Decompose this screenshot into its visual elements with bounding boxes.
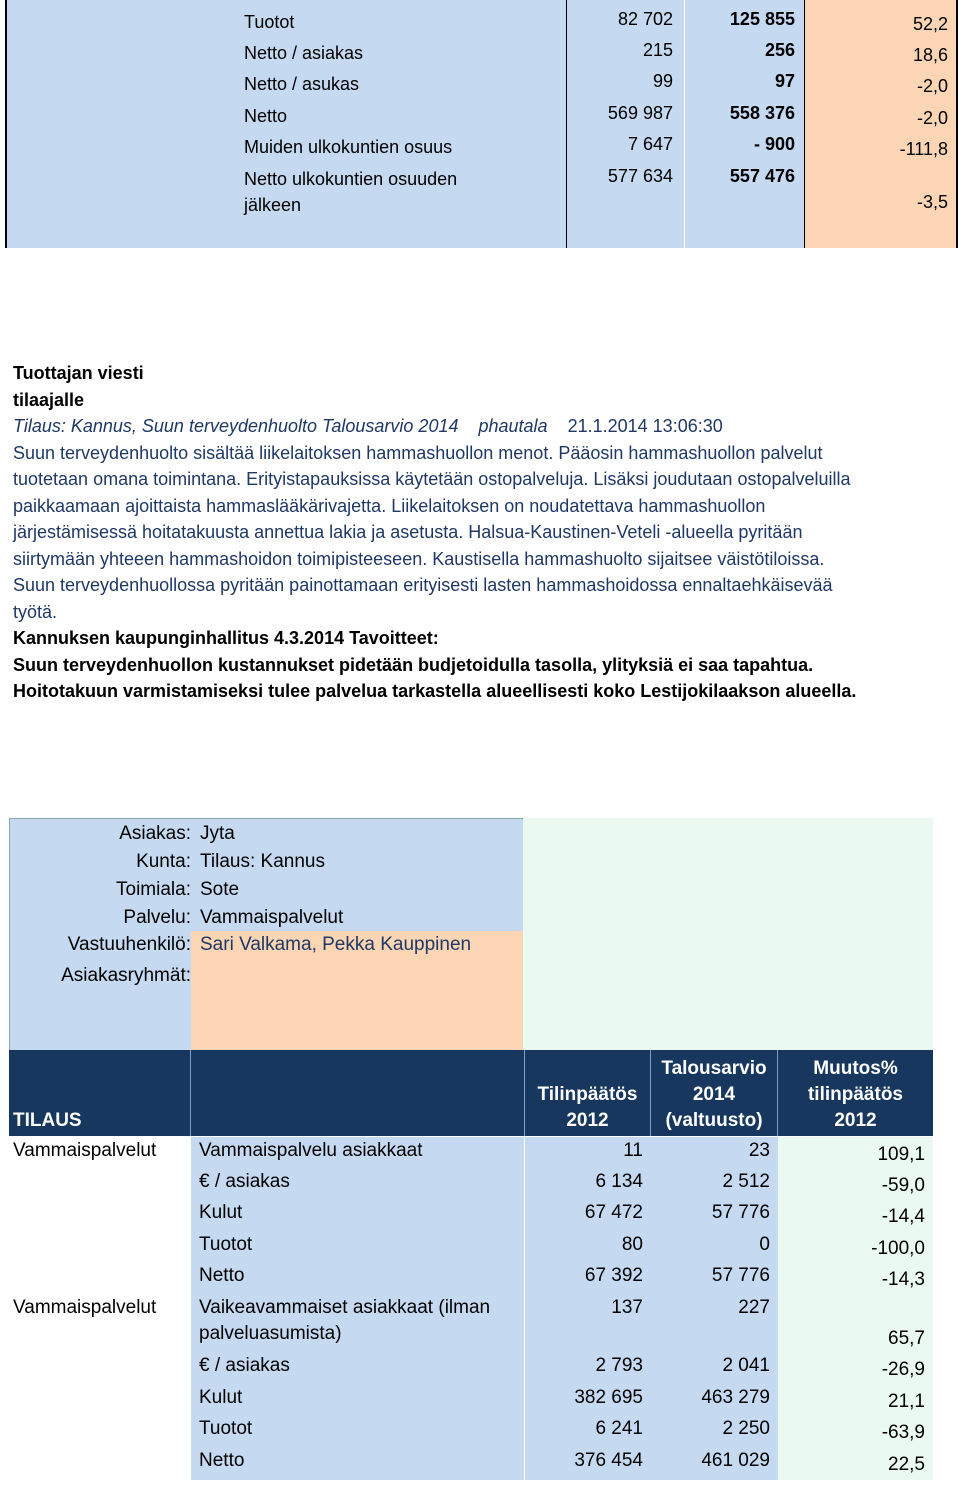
message-order-line bbox=[13, 413, 953, 440]
header-change-a: Muutos% bbox=[813, 1058, 898, 1079]
row-2014: 227 bbox=[738, 1297, 770, 1318]
summary-row-2012: 82 702 bbox=[617, 9, 673, 29]
row-label: Tuotot bbox=[199, 1418, 253, 1439]
row-change: 21,1 bbox=[888, 1391, 925, 1412]
order-table-header bbox=[9, 1050, 933, 1136]
customer-label: Asiakas: bbox=[119, 823, 191, 844]
row-change: -59,0 bbox=[881, 1175, 925, 1196]
row-2012: 382 695 bbox=[574, 1387, 643, 1408]
summary-row-change: 52,2 bbox=[912, 14, 948, 34]
row-change: -14,4 bbox=[881, 1206, 925, 1227]
header-change-b: tilinpäätös bbox=[807, 1084, 903, 1105]
header-change-c: 2012 bbox=[834, 1110, 877, 1131]
message-heading: Tuottajan viesti bbox=[13, 363, 144, 383]
goal-item: Suun terveydenhuollon kustannukset pidetään budjetoidulla tasolla, ylityksiä ei saa tapahtua. bbox=[13, 654, 814, 675]
message-heading-cont: tilaajalle bbox=[13, 389, 85, 410]
summary-row-change: -111,8 bbox=[899, 139, 948, 159]
table-row bbox=[9, 1137, 933, 1168]
row-2012: 137 bbox=[611, 1297, 643, 1318]
row-change: -63,9 bbox=[881, 1422, 925, 1443]
municipality-label: Kunta: bbox=[136, 851, 191, 872]
header-2012-b: 2012 bbox=[566, 1110, 609, 1131]
summary-row-2014: - 900 bbox=[753, 134, 795, 154]
table-row bbox=[9, 1384, 933, 1415]
summary-row-2012: 577 634 bbox=[607, 166, 673, 186]
table-row bbox=[9, 1415, 933, 1447]
header-2014-a: Talousarvio bbox=[661, 1058, 767, 1079]
header-2014-c: (valtuusto) bbox=[665, 1110, 763, 1131]
responsible-label: Vastuuhenkilö: bbox=[67, 934, 191, 955]
municipality-value: Tilaus: Kannus bbox=[200, 851, 325, 872]
sector-label: Toimiala: bbox=[116, 879, 191, 900]
row-change: 109,1 bbox=[877, 1144, 925, 1165]
summary-row-2014: 256 bbox=[764, 40, 795, 60]
summary-row-change: -2,0 bbox=[916, 108, 948, 128]
row-2012: 6 134 bbox=[595, 1171, 643, 1192]
service-label: Palvelu: bbox=[123, 907, 191, 928]
row-label-cont: palveluasumista) bbox=[199, 1323, 342, 1344]
service-value: Vammaispalvelut bbox=[200, 907, 344, 928]
row-2012: 2 793 bbox=[595, 1355, 643, 1376]
row-label: Kulut bbox=[199, 1202, 243, 1223]
row-label: Tuotot bbox=[199, 1234, 253, 1255]
summary-row-2014: 97 bbox=[774, 71, 795, 91]
row-2012: 6 241 bbox=[595, 1418, 643, 1439]
row-change: 22,5 bbox=[888, 1454, 925, 1475]
summary-table bbox=[0, 0, 960, 248]
summary-row-2014: 557 476 bbox=[729, 166, 795, 186]
goals-heading: Kannuksen kaupunginhallitus 4.3.2014 Tavoitteet: bbox=[13, 628, 439, 648]
message-body-line: siirtymään yhteeen hammashoidon toimipisteeseen. Kaustisella hammashuolto sijaitsee väistötiloissa. bbox=[13, 548, 825, 569]
row-2014: 461 029 bbox=[701, 1450, 770, 1471]
header-2014-b: 2014 bbox=[692, 1084, 736, 1105]
row-2012: 80 bbox=[621, 1234, 643, 1255]
message-body-line: Suun terveydenhuolto sisältää liikelaitoksen hammashuollon menot. Pääosin hammashuollon palvelut bbox=[13, 442, 823, 463]
order-line-text: Tilaus: Kannus, Suun terveydenhuolto Talousarvio 2014 bbox=[13, 416, 459, 436]
row-label: € / asiakas bbox=[199, 1355, 290, 1376]
row-change: -14,3 bbox=[881, 1269, 925, 1290]
row-2014: 57 776 bbox=[711, 1202, 770, 1223]
row-2012: 67 472 bbox=[584, 1202, 643, 1223]
header-tilaus: TILAUS bbox=[13, 1110, 82, 1131]
summary-row bbox=[0, 66, 960, 97]
row-label: € / asiakas bbox=[199, 1171, 290, 1192]
row-2014: 57 776 bbox=[711, 1265, 770, 1286]
row-change: 65,7 bbox=[888, 1328, 925, 1349]
row-2012: 376 454 bbox=[574, 1450, 643, 1471]
row-label: Netto bbox=[199, 1265, 245, 1286]
row-group: Vammaispalvelut bbox=[13, 1297, 157, 1318]
responsible-value: Sari Valkama, Pekka Kauppinen bbox=[200, 934, 472, 955]
summary-row-label: Netto bbox=[244, 106, 288, 126]
summary-row bbox=[0, 35, 960, 66]
message-body-line: paikkaamaan ajoittaista hammaslääkärivajetta. Liikelaitoksen on noudatettava hammashuollon bbox=[13, 495, 766, 516]
summary-row-label-cont: jälkeen bbox=[244, 195, 302, 215]
summary-row-2014: 558 376 bbox=[729, 103, 795, 123]
row-group: Vammaispalvelut bbox=[13, 1140, 157, 1161]
row-2014: 2 041 bbox=[722, 1355, 770, 1376]
message-body-line: tuotetaan omana toimintana. Erityistapauksissa käytetään ostopalveluja. Lisäksi joudutaan ostopalveluilla bbox=[13, 469, 851, 489]
table-row bbox=[9, 1231, 933, 1262]
table-row bbox=[9, 1262, 933, 1294]
header-2012-a: Tilinpäätös bbox=[537, 1084, 638, 1105]
row-label: Vammaispalvelu asiakkaat bbox=[199, 1140, 423, 1161]
customer-info-box bbox=[9, 818, 523, 1051]
customer-value: Jyta bbox=[200, 823, 235, 844]
table-row bbox=[9, 1168, 933, 1199]
summary-row-label: Muiden ulkokuntien osuus bbox=[244, 137, 453, 157]
row-2014: 23 bbox=[748, 1140, 770, 1161]
producer-message bbox=[13, 360, 953, 705]
row-2012: 67 392 bbox=[584, 1265, 643, 1286]
row-2014: 2 250 bbox=[722, 1418, 770, 1439]
summary-row-2012: 569 987 bbox=[607, 103, 673, 123]
summary-row-2012: 215 bbox=[642, 40, 673, 60]
summary-row-change: 18,6 bbox=[912, 45, 948, 65]
order-author: phautala bbox=[478, 416, 548, 436]
message-body-line: Suun terveydenhuollossa pyritään painottamaan erityisesti lasten hammashoidossa ennaltaehkäisevää bbox=[13, 575, 833, 595]
summary-row-label: Netto ulkokuntien osuuden bbox=[244, 169, 458, 189]
row-label: Netto bbox=[199, 1450, 245, 1471]
row-2014: 0 bbox=[759, 1234, 770, 1255]
row-2012: 11 bbox=[623, 1140, 643, 1161]
row-2014: 463 279 bbox=[701, 1387, 770, 1408]
summary-row-label: Netto / asiakas bbox=[244, 43, 364, 63]
row-2014: 2 512 bbox=[722, 1171, 770, 1192]
customer-info-side-panel bbox=[523, 818, 933, 1050]
message-body-line: työtä. bbox=[13, 601, 58, 622]
order-timestamp: 21.1.2014 13:06:30 bbox=[567, 416, 723, 436]
customer-groups-label: Asiakasryhmät: bbox=[61, 965, 191, 986]
summary-row bbox=[0, 161, 960, 223]
table-row bbox=[9, 1352, 933, 1384]
summary-row-label: Tuotot bbox=[244, 12, 295, 32]
row-change: -100,0 bbox=[871, 1238, 925, 1259]
message-body-line: järjestämisessä hoitatakuusta annettua lakia ja asetusta. Halsua-Kaustinen-Veteli -alueella pyritään bbox=[13, 522, 803, 542]
summary-row-change: -3,5 bbox=[916, 192, 948, 212]
row-change: -26,9 bbox=[881, 1359, 925, 1380]
summary-row-2014: 125 855 bbox=[729, 9, 795, 29]
summary-row-change: -2,0 bbox=[916, 76, 948, 96]
summary-row bbox=[0, 98, 960, 129]
summary-row-2012: 7 647 bbox=[627, 134, 673, 154]
sector-value: Sote bbox=[200, 879, 240, 900]
summary-row-2012: 99 bbox=[652, 71, 673, 91]
table-row bbox=[9, 1294, 933, 1352]
summary-row bbox=[0, 129, 960, 160]
summary-row bbox=[0, 4, 960, 35]
header-divider bbox=[190, 1050, 191, 1136]
summary-row-label: Netto / asukas bbox=[244, 74, 360, 94]
table-row bbox=[9, 1447, 933, 1480]
goal-item: Hoitotakuun varmistamiseksi tulee palvelua tarkastella alueellisesti koko Lestijokilaakson alueella. bbox=[13, 681, 857, 701]
table-row bbox=[9, 1199, 933, 1231]
row-label: Vaikeavammaiset asiakkaat (ilman bbox=[199, 1297, 491, 1318]
row-label: Kulut bbox=[199, 1387, 243, 1408]
